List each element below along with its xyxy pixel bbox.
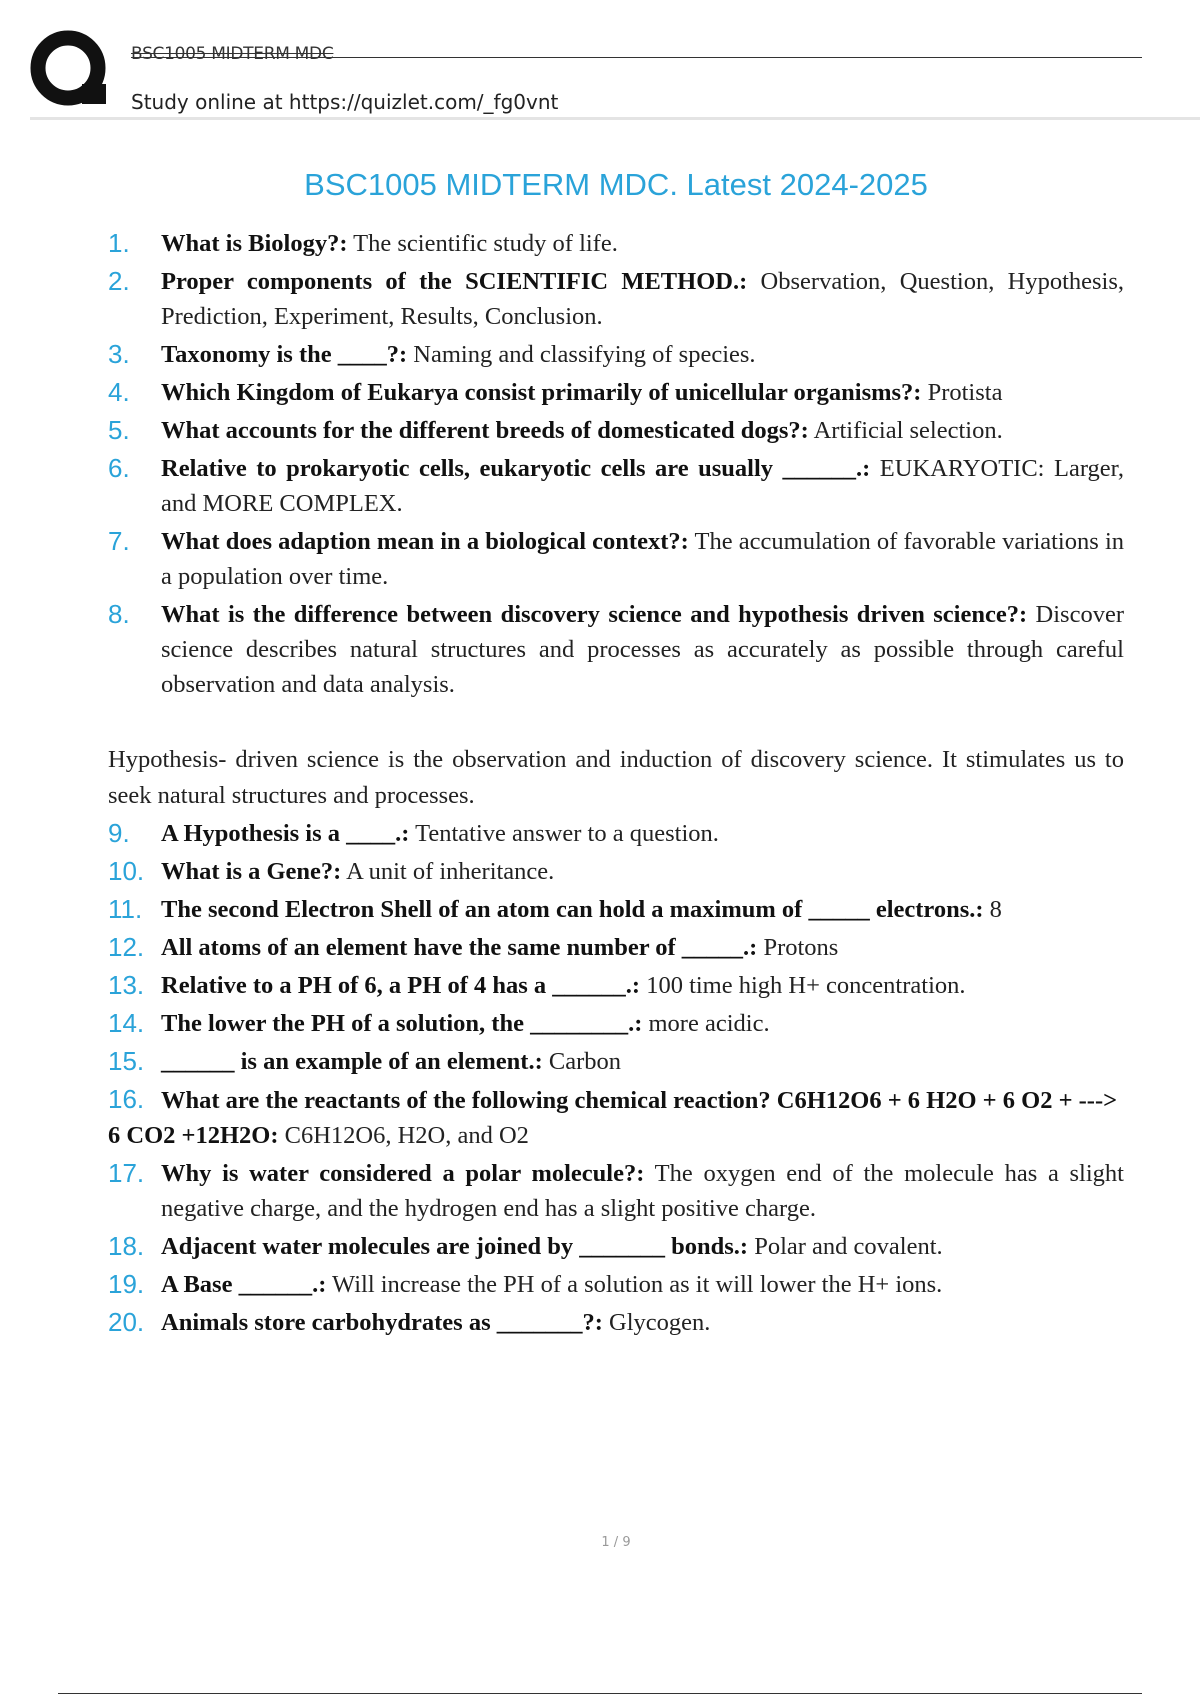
item-number: 20. [108, 1307, 145, 1337]
list-item [108, 968, 1124, 1003]
list-item [108, 1044, 1124, 1079]
question: A Hypothesis is a ____.: [161, 820, 410, 847]
answer: Glycogen. [602, 1309, 711, 1336]
explanation-paragraph: Hypothesis- driven science is the observation and induction of discovery science. It stimulates us to seek natural structures and processes. [108, 746, 1124, 809]
question: A Base ______.: [161, 1271, 327, 1298]
list-item [108, 816, 1124, 851]
item-number: 17. [108, 1158, 145, 1188]
item-number: 10. [108, 856, 145, 886]
list-item [108, 264, 1124, 334]
question: Why is water considered a polar molecule?: [161, 1160, 645, 1187]
question: Adjacent water molecules are joined by _______ bonds.: [161, 1233, 749, 1260]
item-number: 4. [108, 377, 130, 407]
list-item [108, 1305, 1124, 1340]
item-number: 14. [108, 1008, 145, 1038]
item-number: 9. [108, 818, 130, 848]
answer: The accumulation of favorable variations in a population over time. [161, 528, 1124, 590]
list-item [108, 337, 1124, 372]
study-online-link[interactable]: Study online at https://quizlet.com/_fg0vnt [131, 90, 559, 114]
answer: Protista [921, 379, 1003, 406]
question: All atoms of an element have the same number of _____.: [161, 934, 758, 961]
list-item [108, 892, 1124, 927]
question: Relative to a PH of 6, a PH of 4 has a ______.: [161, 972, 641, 999]
list-item [108, 1006, 1124, 1041]
list-item [108, 1156, 1124, 1226]
item-number: 2. [108, 266, 130, 296]
answer: The oxygen end of the molecule has a slight negative charge, and the hydrogen end has a slight positive charge. [161, 1160, 1124, 1222]
answer: 8 [983, 896, 1002, 923]
list-item [108, 1229, 1124, 1264]
item-number: 18. [108, 1231, 145, 1261]
question: What is the difference between discovery science and hypothesis driven science?: [161, 601, 1028, 628]
question: What is a Gene?: [161, 858, 342, 885]
question: What does adaption mean in a biological context?: [161, 528, 689, 555]
answer: EUKARYOTIC: Larger, and MORE COMPLEX. [161, 455, 1124, 517]
answer: Will increase the PH of a solution as it will lower the H+ ions. [326, 1271, 943, 1298]
list-item [108, 226, 1124, 261]
item-number: 11. [108, 894, 143, 924]
item-number: 13. [108, 970, 145, 1000]
list-item [108, 451, 1124, 521]
list-item [108, 1267, 1124, 1302]
list-item [108, 597, 1124, 702]
question: Proper components of the SCIENTIFIC METHOD.: [161, 268, 748, 295]
question: Animals store carbohydrates as _______?: [161, 1309, 603, 1336]
list-item [108, 413, 1124, 448]
item-number: 1. [108, 228, 130, 258]
list-item [108, 854, 1124, 889]
item-number: 5. [108, 415, 130, 445]
item-number: 16. [108, 1084, 145, 1114]
question: ______ is an example of an element.: [161, 1048, 543, 1075]
header-separator [30, 117, 1200, 120]
question: Taxonomy is the ____?: [161, 341, 408, 368]
question-list [108, 226, 1124, 1343]
answer: A unit of inheritance. [341, 858, 555, 885]
answer: The scientific study of life. [347, 230, 618, 257]
question: What are the reactants of the following chemical reaction? C6H12O6 + 6 H2O + 6 O2 + ---> 6 CO2 +12H2O: [108, 1087, 1118, 1149]
header-divider [131, 57, 1142, 58]
answer: Protons [757, 934, 839, 961]
answer: C6H12O6, H2O, and O2 [278, 1122, 529, 1149]
question: The second Electron Shell of an atom can hold a maximum of _____ electrons.: [161, 896, 984, 923]
answer: Discover science describes natural structures and processes as accurately as possible through careful observation and data analysis. [161, 601, 1124, 698]
page-number: 1 / 9 [601, 1535, 631, 1550]
item-number: 12. [108, 932, 145, 962]
quizlet-logo-icon [30, 30, 112, 112]
answer: more acidic. [642, 1010, 770, 1037]
item-number: 7. [108, 526, 130, 556]
answer: Observation, Question, Hypothesis, Prediction, Experiment, Results, Conclusion. [161, 268, 1124, 330]
answer: Naming and classifying of species. [407, 341, 756, 368]
question: The lower the PH of a solution, the ________.: [161, 1010, 643, 1037]
list-item [108, 524, 1124, 594]
item-number: 19. [108, 1269, 145, 1299]
item-number: 8. [108, 599, 130, 629]
answer: Artificial selection. [808, 417, 1003, 444]
answer: Carbon [542, 1048, 621, 1075]
question: Relative to prokaryotic cells, eukaryotic cells are usually ______.: [161, 455, 871, 482]
item-number: 15. [108, 1046, 145, 1076]
question: What accounts for the different breeds of domesticated dogs?: [161, 417, 809, 444]
page-title: BSC1005 MIDTERM MDC. Latest 2024-2025 [304, 166, 928, 202]
list-item [108, 930, 1124, 965]
item-number: 6. [108, 453, 130, 483]
document-name: BSC1005 MIDTERM MDC [131, 44, 334, 64]
item-number: 3. [108, 339, 130, 369]
footer-divider [58, 1693, 1142, 1694]
answer: Tentative answer to a question. [409, 820, 719, 847]
answer: 100 time high H+ concentration. [640, 972, 966, 999]
question: What is Biology?: [161, 230, 348, 257]
list-item [108, 375, 1124, 410]
answer: Polar and covalent. [748, 1233, 943, 1260]
question: Which Kingdom of Eukarya consist primarily of unicellular organisms?: [161, 379, 922, 406]
list-item [108, 1082, 1124, 1153]
